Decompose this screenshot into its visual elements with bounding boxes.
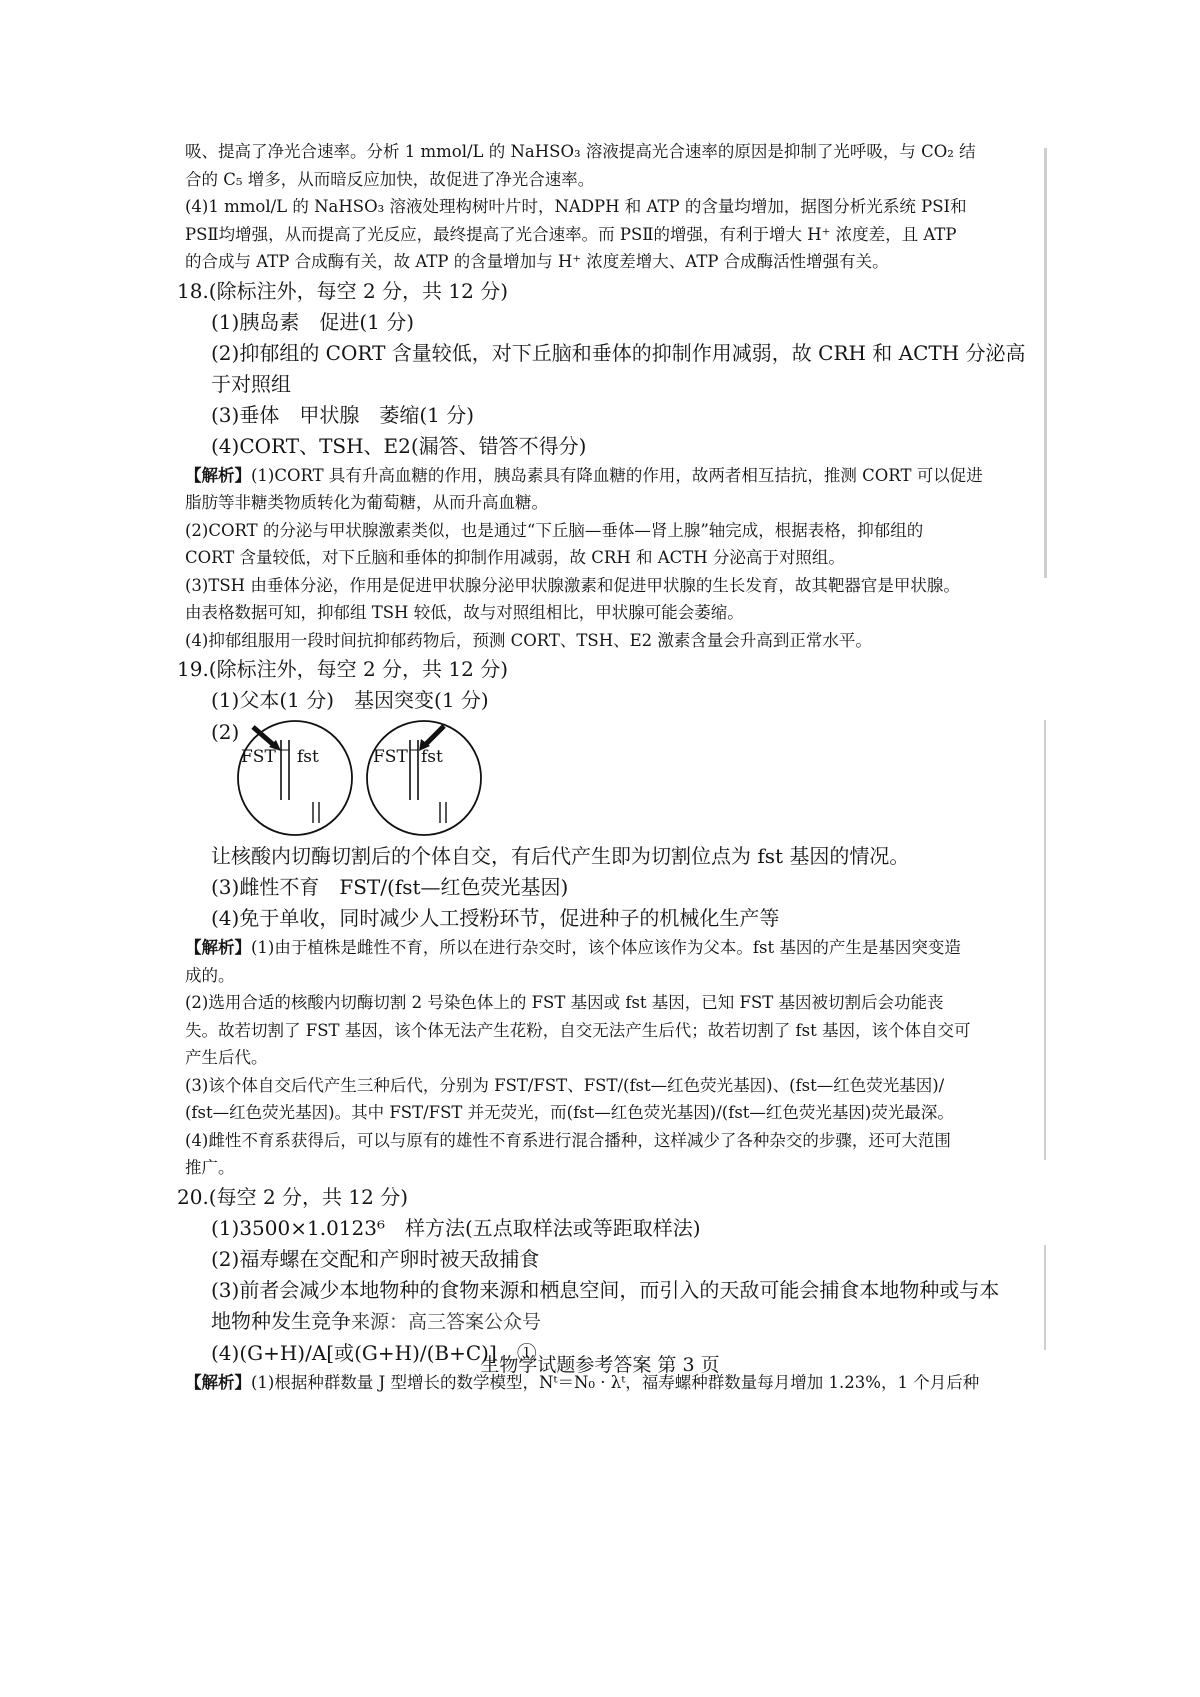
gene-label: fst [297,747,319,767]
question-20-header: 20.(每空 2 分，共 12 分) [177,1184,409,1209]
answer-line: 于对照组 [211,371,291,396]
answer-line: (2) [211,720,240,744]
question-18-header: 18.(除标注外，每空 2 分，共 12 分) [177,278,509,303]
cell-cut-fst-lower [367,721,481,835]
analysis-line: (2)CORT 的分泌与甲状腺激素类似，也是通过“下丘脑—垂体—肾上腺”轴完成，根据表格，抑郁组的 [185,520,924,540]
answer-text: 地物种发生竞争 [211,1308,351,1333]
answer-line: (1)父本(1 分) 基因突变(1 分) [211,688,489,712]
analysis-line: (3)该个体自交后代产生三种后代，分别为 FST/FST、FST/(fst—红色荧光基因)、(fst—红色荧光基因)/ [185,1075,945,1095]
gene-label: fst [421,747,443,767]
analysis-tag: 【解析】 [185,465,251,485]
analysis-line [185,934,1030,962]
analysis-line: 推广。 [185,1158,235,1177]
analysis-line: 产生后代。 [185,1048,268,1067]
analysis-line [185,462,1030,490]
answer-line: (4)(G+H)/A[或(G+H)/(B+C)] ① [211,1340,537,1365]
source-watermark: 来源：高三答案公众号 [351,1310,542,1333]
answer-line: (3)雌性不育 FST/(fst—红色荧光基因) [211,875,569,899]
answer-line: (1)胰岛素 促进(1 分) [211,309,415,334]
answer-line: (3)前者会减少本地物种的食物来源和栖息空间，而引入的天敌可能会捕食本地物种或与本 [211,1277,1000,1302]
answer-line: (2)抑郁组的 CORT 含量较低，对下丘脑和垂体的抑制作用减弱，故 CRH 和 ACTH 分泌高 [211,340,1026,365]
analysis-line: CORT 含量较低，对下丘脑和垂体的抑制作用减弱，故 CRH 和 ACTH 分泌高于对照组。 [185,548,845,567]
analysis-line: (4)雌性不育系获得后，可以与原有的雄性不育系进行混合播种，这样减少了各种杂交的步骤，还可大范围 [185,1130,951,1150]
analysis-tag: 【解析】 [185,1372,251,1392]
text-line: PSⅡ均增强，从而提高了光反应，最终提高了光合速率。而 PSⅡ的增强，有利于增大 H⁺ 浓度差，且 ATP [185,224,957,244]
cell-diagrams [185,718,1030,841]
analysis-line: 成的。 [185,965,235,985]
analysis-text: (1)根据种群数量 J 型增长的数学模型，Nᵗ＝N₀ · λᵗ，福寿螺种群数量每月增加 1.23%，1 个月后种 [251,1372,980,1392]
chromosome-diagram [185,718,1030,841]
answer-line: (4)CORT、TSH、E2(漏答、错答不得分) [211,433,587,458]
scan-edge-shadow [1044,1245,1046,1350]
text-line: 的合成与 ATP 合成酶有关，故 ATP 的含量增加与 H⁺ 浓度差增大、ATP 合成酶活性增强有关。 [185,252,889,271]
analysis-text: (1)由于植株是雌性不育，所以在进行杂交时，该个体应该作为父本。fst 基因的产生是基因突变造 [251,938,961,957]
text-line: (4)1 mmol/L 的 NaHSO₃ 溶液处理构树叶片时，NADPH 和 ATP 的含量均增加，据图分析光系统 PSⅠ和 [185,197,967,216]
analysis-text: (1)CORT 具有升高血糖的作用，胰岛素具有降血糖的作用，故两者相互拮抗，推测 CORT 可以促进 [251,465,983,485]
answer-line: (1)3500×1.0123⁶ 样方法(五点取样法或等距取样法) [211,1215,701,1240]
answer-line: 让核酸内切酶切割后的个体自交，有后代产生即为切割位点为 fst 基因的情况。 [211,844,910,868]
analysis-line: 由表格数据可知，抑郁组 TSH 较低，故与对照组相比，甲状腺可能会萎缩。 [185,603,744,622]
answer-line [185,1306,1030,1338]
cell-cut-fst-upper [238,721,352,835]
analysis-line: (2)选用合适的核酸内切酶切割 2 号染色体上的 FST 基因或 fst 基因，已知 FST 基因被切割后会功能丧 [185,993,944,1012]
analysis-line: 脂肪等非糖类物质转化为葡萄糖，从而升高血糖。 [185,493,548,512]
question-19-header: 19.(除标注外，每空 2 分，共 12 分) [177,657,509,681]
analysis-tag: 【解析】 [185,938,251,957]
page-footer: 生物学试题参考答案 第 3 页 [480,1354,720,1376]
text-line: 合的 C₅ 增多，从而暗反应加快，故促进了净光合速率。 [185,169,595,189]
analysis-line: (4)抑郁组服用一段时间抗抑郁药物后，预测 CORT、TSH、E2 激素含量会升高到正常水平。 [185,630,872,650]
gene-label: FST [241,747,276,767]
scan-edge-shadow [1044,720,1046,1160]
answer-line: (4)免于单收，同时减少人工授粉环节，促进种子的机械化生产等 [211,906,780,930]
text-line: 吸、提高了净光合速率。分析 1 mmol/L 的 NaHSO₃ 溶液提高光合速率的原因是抑制了光呼吸，与 CO₂ 结 [185,142,976,161]
gene-label: FST [373,747,408,767]
analysis-line: (3)TSH 由垂体分泌，作用是促进甲状腺分泌甲状腺激素和促进甲状腺的生长发育，故其靶器官是甲状腺。 [185,575,960,595]
answer-line: (3)垂体 甲状腺 萎缩(1 分) [211,402,475,427]
answer-line: (2)福寿螺在交配和产卵时被天敌捕食 [211,1246,540,1271]
analysis-line: (fst—红色荧光基因)。其中 FST/FST 并无荧光，而(fst—红色荧光基因)/(fst—红色荧光基因)荧光最深。 [185,1103,954,1122]
scan-edge-shadow [1044,148,1047,578]
answer-page [177,138,1030,1396]
analysis-line: 失。故若切割了 FST 基因，该个体无法产生花粉，自交无法产生后代；故若切割了 fst 基因，该个体自交可 [185,1020,971,1040]
